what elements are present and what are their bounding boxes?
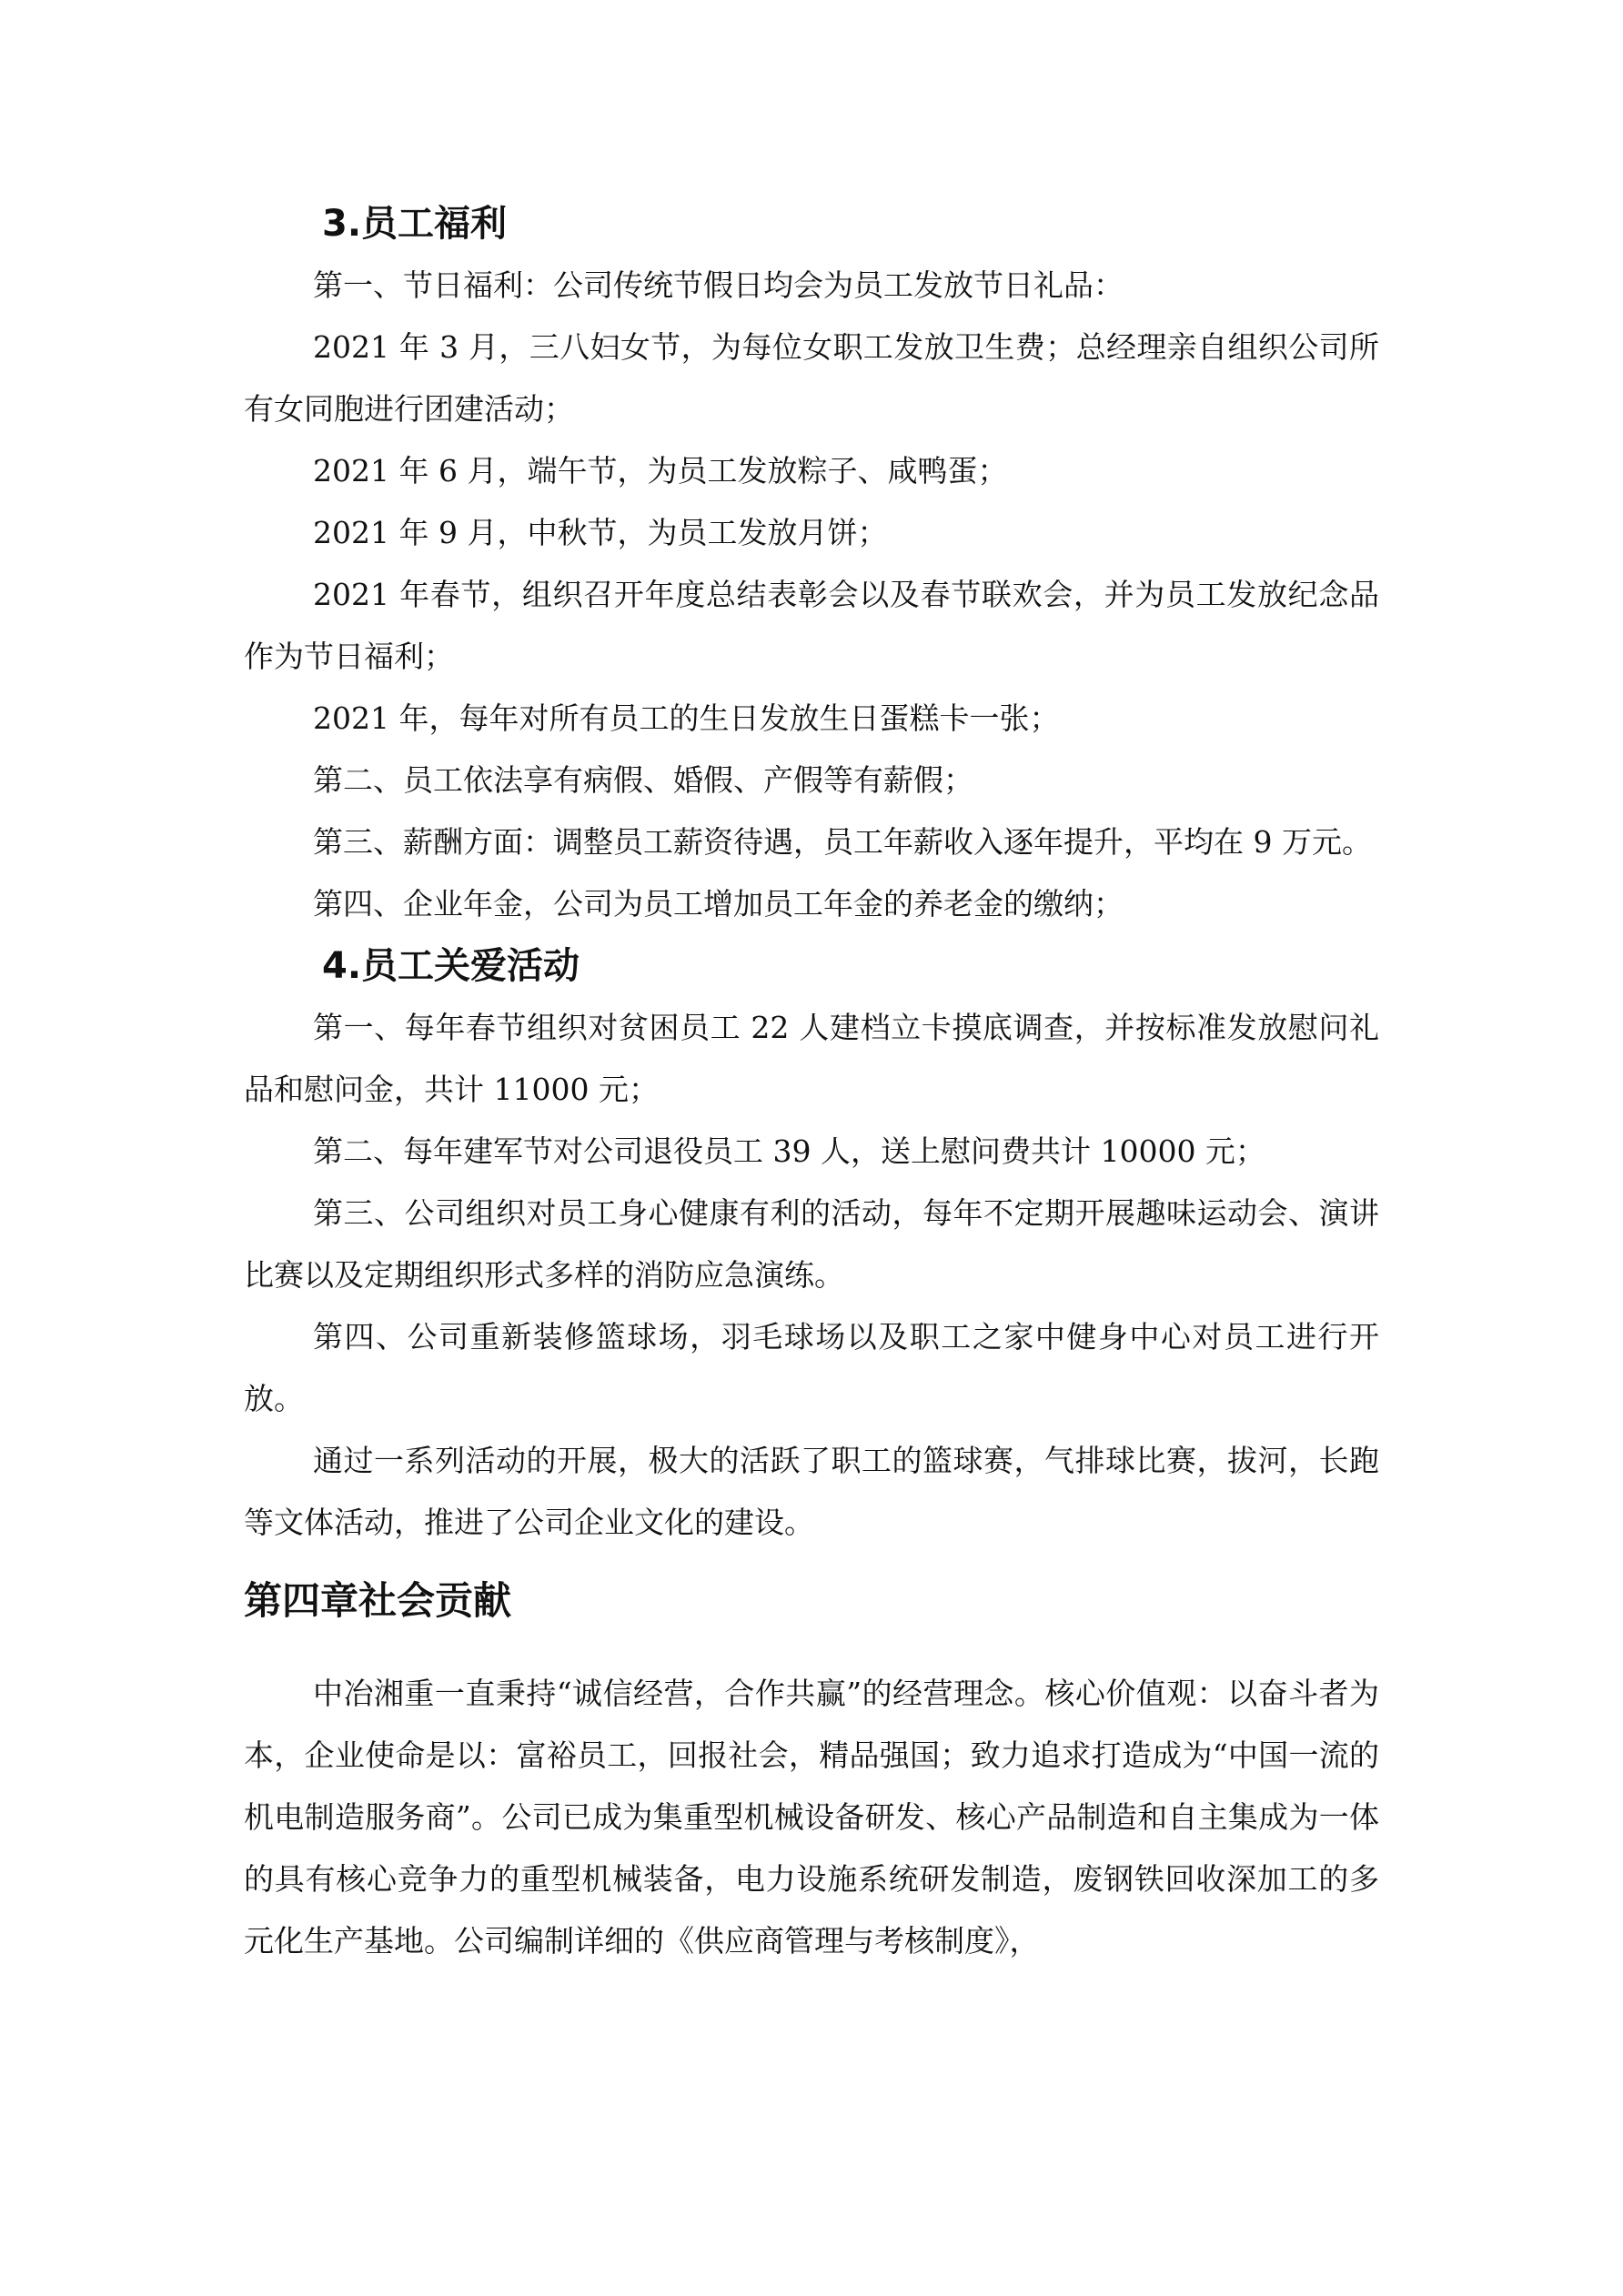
page-content: [244, 193, 1379, 1972]
paragraph: 2021 年，每年对所有员工的生日发放生日蛋糕卡一张；: [313, 700, 1060, 736]
section-heading-employee-welfare: 3.员工福利: [322, 203, 508, 245]
section-heading-employee-care: 4.员工关爱活动: [322, 945, 580, 987]
paragraph: 第四、公司重新装修篮球场，羽毛球场以及职工之家中健身中心对员工进行开放。: [244, 1319, 1379, 1416]
paragraph: 中冶湘重一直秉持“诚信经营，合作共赢”的经营理念。核心价值观：以奋斗者为本，企业使命是以：富裕员工，回报社会，精品强国；致力追求打造成为“中国一流的机电制造服务商”。公司已成为集重型机械设备研发、核心产品制造和自主集成为一体的具有核心竞争力的重型机械装备，电力设施系统研发制造，废钢铁回收深加工的多元化生产基地。公司编制详细的《供应商管理与考核制度》，: [244, 1676, 1379, 1959]
paragraph: 2021 年 3 月，三八妇女节，为每位女职工发放卫生费；总经理亲自组织公司所有女同胞进行团建活动；: [244, 329, 1379, 427]
paragraph: 第三、公司组织对员工身心健康有利的活动，每年不定期开展趣味运动会、演讲比赛以及定期组织形式多样的消防应急演练。: [244, 1195, 1379, 1293]
paragraph: 第二、每年建军节对公司退役员工 39 人，送上慰问费共计 10000 元；: [313, 1133, 1265, 1169]
paragraph: 第一、每年春节组织对贫困员工 22 人建档立卡摸底调查，并按标准发放慰问礼品和慰问金，共计 11000 元；: [244, 1010, 1379, 1107]
paragraph: 通过一系列活动的开展，极大的活跃了职工的篮球赛，气排球比赛，拔河，长跑等文体活动，推进了公司企业文化的建设。: [244, 1443, 1379, 1540]
paragraph: 第二、员工依法享有病假、婚假、产假等有薪假；: [313, 762, 973, 798]
paragraph: 第三、薪酬方面：调整员工薪资待遇，员工年薪收入逐年提升，平均在 9 万元。: [313, 824, 1372, 860]
paragraph: 第一、节日福利：公司传统节假日均会为员工发放节日礼品：: [313, 267, 1124, 303]
paragraph: 第四、企业年金，公司为员工增加员工年金的养老金的缴纳；: [313, 886, 1124, 921]
paragraph: 2021 年 9 月，中秋节，为员工发放月饼；: [313, 515, 888, 550]
paragraph: 2021 年春节，组织召开年度总结表彰会以及春节联欢会，并为员工发放纪念品作为节日福利；: [244, 577, 1379, 674]
paragraph: 2021 年 6 月，端午节，为员工发放粽子、咸鸭蛋；: [313, 453, 1008, 488]
chapter-heading-social-contribution: 第四章社会贡献: [244, 1578, 512, 1623]
